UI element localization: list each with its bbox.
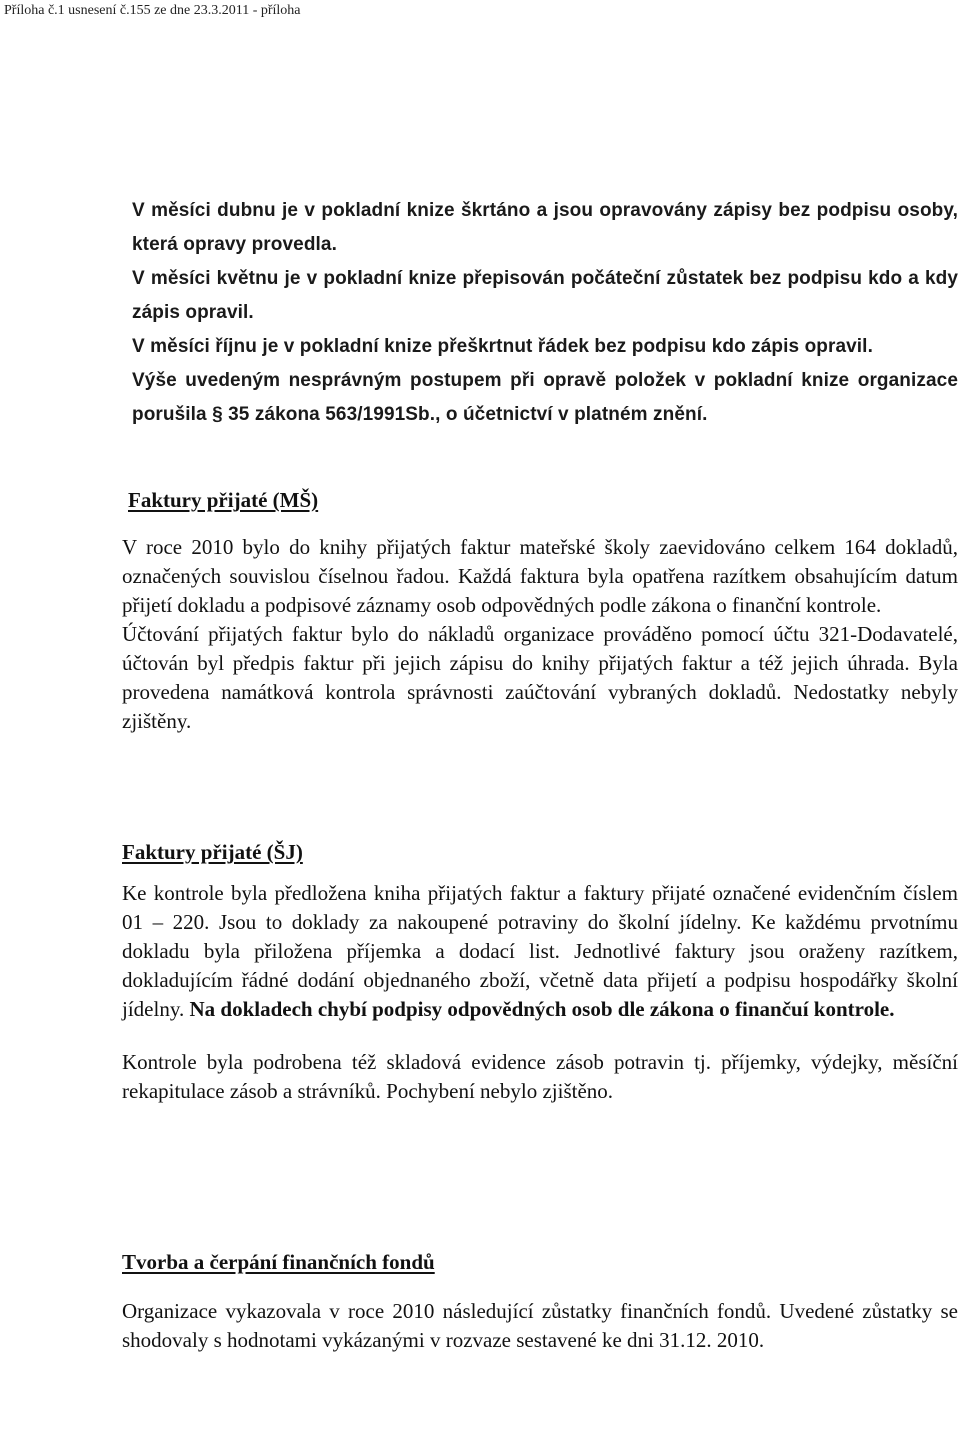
finding-april: V měsíci dubnu je v pokladní knize škrtáno a jsou opravovány zápisy bez podpisu osoby, která opravy provedla.: [132, 200, 958, 255]
section-heading-invoices-ms: Faktury přijaté (MŠ): [128, 488, 319, 512]
finding-october: V měsíci říjnu je v pokladní knize přeškrtnut řádek bez podpisu kdo zápis opravil.: [132, 336, 873, 357]
paragraph-invoices-sj-1: [122, 879, 958, 1024]
section-heading-financial-funds: Tvorba a čerpání finančních fondů: [122, 1250, 435, 1274]
section-invoices-sj: [122, 840, 958, 1106]
section-financial-funds: [122, 1250, 958, 1355]
section-heading-invoices-sj: Faktury přijaté (ŠJ): [122, 840, 303, 864]
paragraph-invoices-ms-2: Účtování přijatých faktur bylo do nákladů organizace prováděno pomocí účtu 321-Dodavatelé, účtován byl předpis faktur při jejich zápisu do knihy přijatých faktur a též jejich úhrada. Byla provedena namátková kontrola správnosti zaúčtování vybraných dokladů. Nedostatky nebyly zjištěny.: [122, 622, 958, 733]
finding-missing-signatures: Na dokladech chybí podpisy odpovědných osob dle zákona o finančuí kontrole.: [189, 997, 895, 1021]
intro-findings: [132, 194, 958, 432]
paragraph-invoices-sj-1-text: Ke kontrole byla předložena kniha přijatých faktur a faktury přijaté označené evidenčním číslem 01 – 220. Jsou to doklady za nakoupené potraviny do školní jídelny. Ke každému prvotnímu dokladu byla přiložena příjemka a dodací list. Jednotlivé faktury jsou oraženy razítkem, dokladujícím řádné dodání objednaného zboží, včetně data přijetí a podpisu hospodářky školní jídelny.: [122, 881, 958, 1021]
finding-violation: Výše uvedeným nesprávným postupem při opravě položek v pokladní knize organizace porušila § 35 zákona 563/1991Sb., o účetnictví v platném znění.: [132, 370, 958, 425]
paragraph-invoices-ms-1: V roce 2010 bylo do knihy přijatých faktur mateřské školy zaevidováno celkem 164 dokladů, označených souvislou číselnou řadou. Každá faktura byla opatřena razítkem obsahujícím datum přijetí dokladu a podpisové záznamy osob odpovědných podle zákona o finanční kontrole.: [122, 535, 958, 617]
paragraph-financial-funds-1: Organizace vykazovala v roce 2010 následující zůstatky finančních fondů. Uvedené zůstatky se shodovaly s hodnotami vykázanými v rozvaze sestavené ke dni 31.12. 2010.: [122, 1299, 958, 1352]
paragraph-gap: [122, 1024, 958, 1048]
section-invoices-ms: [122, 488, 958, 736]
document-header-note: Příloha č.1 usnesení č.155 ze dne 23.3.2011 - příloha: [4, 3, 301, 18]
finding-may: V měsíci květnu je v pokladní knize přepisován počáteční zůstatek bez podpisu kdo a kdy zápis opravil.: [132, 268, 958, 323]
paragraph-invoices-sj-2: Kontrole byla podrobena též skladová evidence zásob potravin tj. příjemky, výdejky, měsíční rekapitulace zásob a strávníků. Pochybení nebylo zjištěno.: [122, 1050, 958, 1103]
